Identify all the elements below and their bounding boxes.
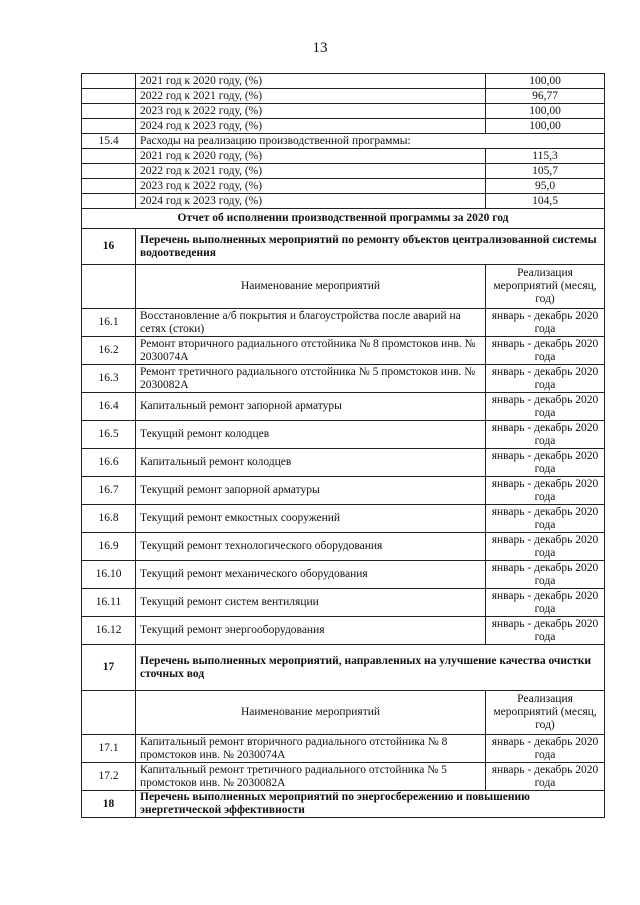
row-number xyxy=(82,104,136,119)
section-title: Перечень выполненных мероприятий по энергосбережению и повышению энергетической эффективности xyxy=(136,791,605,818)
row-text: 2023 год к 2022 году, (%) xyxy=(136,104,486,119)
section-title: Перечень выполненных мероприятий по ремонту объектов централизованной системы водоотведения xyxy=(136,229,605,265)
program-table xyxy=(81,73,605,818)
section-title: Перечень выполненных мероприятий, направленных на улучшение качества очистки сточных вод xyxy=(136,645,605,691)
row-text: 2021 год к 2020 году, (%) xyxy=(136,74,486,89)
row-text: Текущий ремонт механического оборудования xyxy=(136,561,486,589)
report-title: Отчет об исполнении производственной программы за 2020 год xyxy=(82,209,605,229)
table-row xyxy=(82,149,605,164)
section-header-16 xyxy=(82,229,605,265)
row-period: январь - декабрь 2020 года xyxy=(486,393,605,421)
row-number: 16.11 xyxy=(82,589,136,617)
table-row xyxy=(82,104,605,119)
row-text: 2024 год к 2023 году, (%) xyxy=(136,119,486,134)
row-period: январь - декабрь 2020 года xyxy=(486,505,605,533)
row-value: 100,00 xyxy=(486,119,605,134)
row-period: январь - декабрь 2020 года xyxy=(486,589,605,617)
row-period: январь - декабрь 2020 года xyxy=(486,309,605,337)
column-header-name: Наименование мероприятий xyxy=(136,265,486,309)
row-text: 2022 год к 2021 году, (%) xyxy=(136,164,486,179)
row-text: Текущий ремонт энергооборудования xyxy=(136,617,486,645)
row-number: 17.1 xyxy=(82,735,136,763)
section-number: 17 xyxy=(82,645,136,691)
row-period: январь - декабрь 2020 года xyxy=(486,337,605,365)
row-number: 17.2 xyxy=(82,763,136,791)
row-text: Восстановление а/б покрытия и благоустройства после аварий на сетях (стоки) xyxy=(136,309,486,337)
column-header-period: Реализация мероприятий (месяц, год) xyxy=(486,265,605,309)
table-row xyxy=(82,134,605,149)
table-row xyxy=(82,561,605,589)
row-text: Капитальный ремонт вторичного радиального отстойника № 8 промстоков инв. № 2030074А xyxy=(136,735,486,763)
row-period: январь - декабрь 2020 года xyxy=(486,561,605,589)
section-number: 16 xyxy=(82,229,136,265)
row-number xyxy=(82,149,136,164)
empty-cell xyxy=(82,691,136,735)
row-text: 2022 год к 2021 году, (%) xyxy=(136,89,486,104)
section-number: 18 xyxy=(82,791,136,818)
table-row xyxy=(82,309,605,337)
row-number xyxy=(82,89,136,104)
table-row xyxy=(82,505,605,533)
table-row xyxy=(82,735,605,763)
row-text: Ремонт третичного радиального отстойника № 5 промстоков инв. № 2030082А xyxy=(136,365,486,393)
table-row xyxy=(82,617,605,645)
page-number: 13 xyxy=(312,40,328,56)
row-number: 16.9 xyxy=(82,533,136,561)
row-value: 100,00 xyxy=(486,74,605,89)
table-row xyxy=(82,194,605,209)
row-number xyxy=(82,74,136,89)
row-text: Ремонт вторичного радиального отстойника № 8 промстоков инв. № 2030074А xyxy=(136,337,486,365)
row-text: Текущий ремонт колодцев xyxy=(136,421,486,449)
row-text: Капитальный ремонт запорной арматуры xyxy=(136,393,486,421)
row-number: 16.8 xyxy=(82,505,136,533)
row-number: 16.7 xyxy=(82,477,136,505)
empty-cell xyxy=(82,265,136,309)
column-header-period: Реализация мероприятий (месяц, год) xyxy=(486,691,605,735)
row-period: январь - декабрь 2020 года xyxy=(486,617,605,645)
row-number: 16.5 xyxy=(82,421,136,449)
report-title-row xyxy=(82,209,605,229)
row-number xyxy=(82,164,136,179)
row-number xyxy=(82,119,136,134)
table-row xyxy=(82,337,605,365)
row-text: Расходы на реализацию производственной программы: xyxy=(136,134,605,149)
table-row xyxy=(82,421,605,449)
row-period: январь - декабрь 2020 года xyxy=(486,735,605,763)
table-row xyxy=(82,589,605,617)
row-text: 2024 год к 2023 году, (%) xyxy=(136,194,486,209)
row-text: 2021 год к 2020 году, (%) xyxy=(136,149,486,164)
column-header-row xyxy=(82,265,605,309)
table-row xyxy=(82,365,605,393)
row-value: 115,3 xyxy=(486,149,605,164)
row-text: Текущий ремонт систем вентиляции xyxy=(136,589,486,617)
row-number: 16.2 xyxy=(82,337,136,365)
row-text: Текущий ремонт емкостных сооружений xyxy=(136,505,486,533)
column-header-row xyxy=(82,691,605,735)
table-row xyxy=(82,89,605,104)
column-header-name: Наименование мероприятий xyxy=(136,691,486,735)
row-number: 15.4 xyxy=(82,134,136,149)
row-value: 105,7 xyxy=(486,164,605,179)
row-period: январь - декабрь 2020 года xyxy=(486,763,605,791)
section-header-18 xyxy=(82,791,605,818)
row-period: январь - декабрь 2020 года xyxy=(486,449,605,477)
row-value: 104,5 xyxy=(486,194,605,209)
row-value: 96,77 xyxy=(486,89,605,104)
row-number xyxy=(82,194,136,209)
row-number: 16.4 xyxy=(82,393,136,421)
row-period: январь - декабрь 2020 года xyxy=(486,421,605,449)
table-row xyxy=(82,119,605,134)
row-text: Текущий ремонт запорной арматуры xyxy=(136,477,486,505)
table-row xyxy=(82,393,605,421)
row-period: январь - декабрь 2020 года xyxy=(486,365,605,393)
row-number: 16.6 xyxy=(82,449,136,477)
table-row xyxy=(82,763,605,791)
row-number: 16.3 xyxy=(82,365,136,393)
section-header-17 xyxy=(82,645,605,691)
row-text: Капитальный ремонт колодцев xyxy=(136,449,486,477)
table-row xyxy=(82,533,605,561)
row-number: 16.1 xyxy=(82,309,136,337)
row-number: 16.10 xyxy=(82,561,136,589)
row-value: 100,00 xyxy=(486,104,605,119)
table-row xyxy=(82,74,605,89)
row-period: январь - декабрь 2020 года xyxy=(486,533,605,561)
table-row xyxy=(82,164,605,179)
row-number: 16.12 xyxy=(82,617,136,645)
row-period: январь - декабрь 2020 года xyxy=(486,477,605,505)
row-text: 2023 год к 2022 году, (%) xyxy=(136,179,486,194)
row-number xyxy=(82,179,136,194)
row-value: 95,0 xyxy=(486,179,605,194)
table-row xyxy=(82,477,605,505)
row-text: Текущий ремонт технологического оборудования xyxy=(136,533,486,561)
table-row xyxy=(82,449,605,477)
table-row xyxy=(82,179,605,194)
row-text: Капитальный ремонт третичного радиального отстойника № 5 промстоков инв. № 2030082А xyxy=(136,763,486,791)
